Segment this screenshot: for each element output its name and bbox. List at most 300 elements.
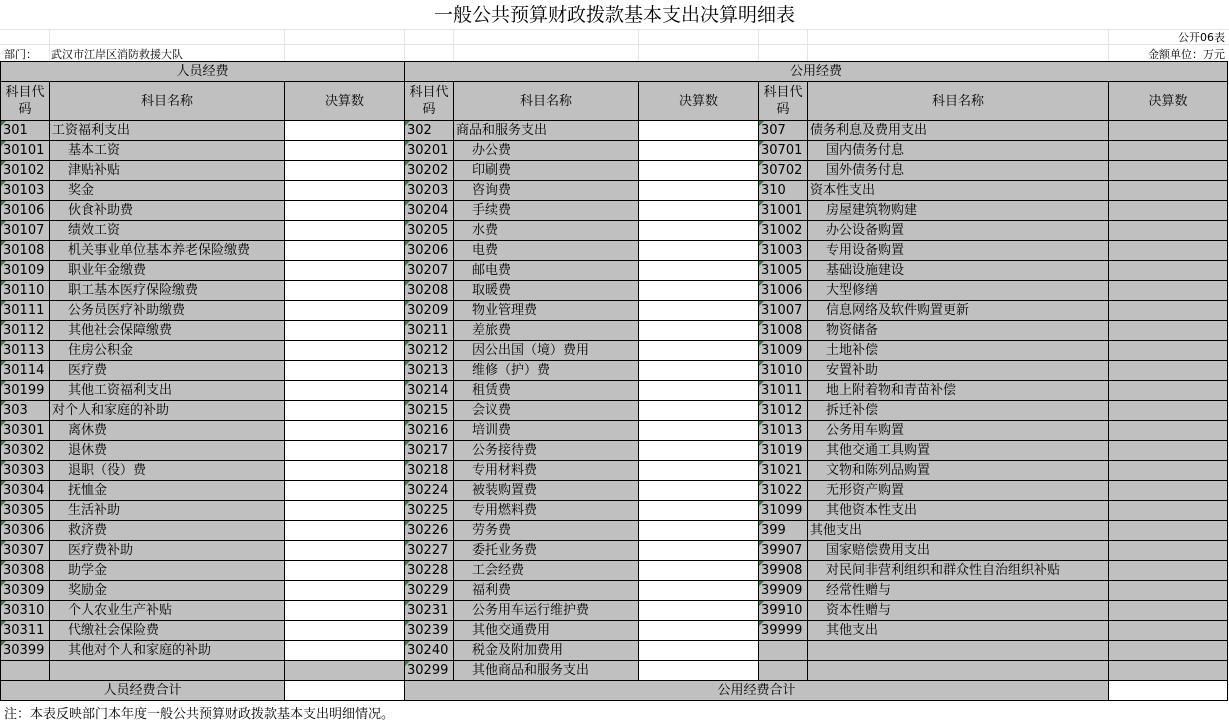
- subject-code: 30701: [759, 141, 808, 161]
- subject-code: 30229: [405, 581, 454, 601]
- subject-code: 30111: [1, 301, 50, 321]
- amount-cell[interactable]: [1109, 221, 1228, 241]
- subject-name: 水费: [454, 221, 639, 241]
- table-row: [1, 461, 1228, 481]
- amount-cell[interactable]: [1109, 161, 1228, 181]
- amount-cell[interactable]: [639, 421, 759, 441]
- subject-name: 绩效工资: [50, 221, 285, 241]
- subject-code: 399: [759, 521, 808, 541]
- subject-name: 土地补偿: [808, 341, 1109, 361]
- name-header: 科目名称: [808, 82, 1109, 121]
- subject-code: 303: [1, 401, 50, 421]
- subject-code: 31001: [759, 201, 808, 221]
- subject-code: 31005: [759, 261, 808, 281]
- amount-cell[interactable]: [285, 321, 405, 341]
- amount-cell[interactable]: [639, 541, 759, 561]
- subject-name: 公务员医疗补助缴费: [50, 301, 285, 321]
- amount-cell[interactable]: [1109, 581, 1228, 601]
- public-total-label: 公用经费合计: [405, 681, 1109, 701]
- subject-name: 伙食补助费: [50, 201, 285, 221]
- amount-cell[interactable]: [639, 301, 759, 321]
- subject-name: 对民间非营利组织和群众性自治组织补贴: [808, 561, 1109, 581]
- amount-header: 决算数: [285, 82, 405, 121]
- subject-code: 30209: [405, 301, 454, 321]
- amount-cell[interactable]: [285, 181, 405, 201]
- subject-code: 30109: [1, 261, 50, 281]
- subject-name: 维修（护）费: [454, 361, 639, 381]
- subject-code: 30101: [1, 141, 50, 161]
- subject-code: 30204: [405, 201, 454, 221]
- subject-code: 30308: [1, 561, 50, 581]
- subject-name: 国家赔偿费用支出: [808, 541, 1109, 561]
- subject-code: [759, 641, 808, 661]
- amount-cell[interactable]: [285, 561, 405, 581]
- expenditure-table: [0, 61, 1228, 701]
- subject-name: 个人农业生产补贴: [50, 601, 285, 621]
- subject-code: 31002: [759, 221, 808, 241]
- subject-code: 30110: [1, 281, 50, 301]
- table-row: [1, 661, 1228, 681]
- subject-name: 其他交通费用: [454, 621, 639, 641]
- amount-cell[interactable]: [1109, 661, 1228, 681]
- subject-code: 30203: [405, 181, 454, 201]
- amount-cell[interactable]: [639, 641, 759, 661]
- subject-name: 其他交通工具购置: [808, 441, 1109, 461]
- public-header: 公用经费: [405, 62, 1228, 82]
- amount-cell[interactable]: [639, 241, 759, 261]
- subject-name: 奖金: [50, 181, 285, 201]
- subject-code: 31099: [759, 501, 808, 521]
- subject-name: 拆迁补偿: [808, 401, 1109, 421]
- subject-name: 医疗费补助: [50, 541, 285, 561]
- subject-code: 30103: [1, 181, 50, 201]
- amount-cell[interactable]: [285, 261, 405, 281]
- subject-name: 离休费: [50, 421, 285, 441]
- subject-name: 工资福利支出: [50, 121, 285, 141]
- amount-cell[interactable]: [285, 621, 405, 641]
- subject-code: 30106: [1, 201, 50, 221]
- amount-cell[interactable]: [639, 281, 759, 301]
- public-total-value[interactable]: [1109, 681, 1228, 701]
- subject-code: 30305: [1, 501, 50, 521]
- table-row: [1, 321, 1228, 341]
- table-row: [1, 341, 1228, 361]
- amount-cell[interactable]: [285, 541, 405, 561]
- subject-code: 30307: [1, 541, 50, 561]
- subject-code: [759, 661, 808, 681]
- subject-code: 307: [759, 121, 808, 141]
- amount-cell[interactable]: [285, 141, 405, 161]
- subject-name: 工会经费: [454, 561, 639, 581]
- subject-code: 30113: [1, 341, 50, 361]
- amount-cell[interactable]: [1109, 601, 1228, 621]
- subject-code: 31013: [759, 421, 808, 441]
- table-row: [1, 141, 1228, 161]
- amount-cell[interactable]: [639, 501, 759, 521]
- amount-cell[interactable]: [285, 341, 405, 361]
- subject-code: 30303: [1, 461, 50, 481]
- subject-name: 无形资产购置: [808, 481, 1109, 501]
- subject-name: 会议费: [454, 401, 639, 421]
- amount-cell[interactable]: [285, 521, 405, 541]
- subject-name: 抚恤金: [50, 481, 285, 501]
- subject-code: 31019: [759, 441, 808, 461]
- subject-code: 30216: [405, 421, 454, 441]
- subject-code: 30225: [405, 501, 454, 521]
- subject-name: 生活补助: [50, 501, 285, 521]
- subject-code: 39910: [759, 601, 808, 621]
- amount-cell[interactable]: [285, 581, 405, 601]
- subject-code: [1, 661, 50, 681]
- code-header: 科目代码: [1, 82, 50, 121]
- table-row: [1, 561, 1228, 581]
- subject-name: 手续费: [454, 201, 639, 221]
- subject-name: 医疗费: [50, 361, 285, 381]
- amount-cell[interactable]: [639, 321, 759, 341]
- subject-name: 基本工资: [50, 141, 285, 161]
- amount-cell[interactable]: [639, 161, 759, 181]
- amount-cell[interactable]: [639, 661, 759, 681]
- table-row: [1, 181, 1228, 201]
- amount-cell[interactable]: [1109, 501, 1228, 521]
- subject-code: 301: [1, 121, 50, 141]
- subject-code: 30311: [1, 621, 50, 641]
- subject-code: 30212: [405, 341, 454, 361]
- form-number: 公开06表: [1178, 31, 1225, 44]
- amount-cell[interactable]: [639, 121, 759, 141]
- subject-name: 公务用车购置: [808, 421, 1109, 441]
- subject-code: 30302: [1, 441, 50, 461]
- table-row: [1, 161, 1228, 181]
- amount-cell[interactable]: [1109, 301, 1228, 321]
- amount-cell[interactable]: [285, 301, 405, 321]
- table-row: [1, 421, 1228, 441]
- amount-cell[interactable]: [285, 241, 405, 261]
- amount-cell[interactable]: [1109, 361, 1228, 381]
- table-row: [1, 401, 1228, 421]
- subject-code: 31003: [759, 241, 808, 261]
- table-row: [1, 241, 1228, 261]
- subject-name: 专用燃料费: [454, 501, 639, 521]
- subject-name: 办公设备购置: [808, 221, 1109, 241]
- subject-name: 国内债务付息: [808, 141, 1109, 161]
- subject-name: 机关事业单位基本养老保险缴费: [50, 241, 285, 261]
- amount-cell[interactable]: [1109, 521, 1228, 541]
- subject-code: 30309: [1, 581, 50, 601]
- subject-code: 39908: [759, 561, 808, 581]
- subject-name: [50, 661, 285, 681]
- amount-cell[interactable]: [639, 481, 759, 501]
- amount-cell[interactable]: [639, 621, 759, 641]
- table-row: [1, 221, 1228, 241]
- subject-code: 31010: [759, 361, 808, 381]
- subject-name: 住房公积金: [50, 341, 285, 361]
- subject-code: 30299: [405, 661, 454, 681]
- subject-name: 文物和陈列品购置: [808, 461, 1109, 481]
- amount-cell[interactable]: [1109, 421, 1228, 441]
- subject-name: 咨询费: [454, 181, 639, 201]
- amount-cell[interactable]: [639, 261, 759, 281]
- amount-cell[interactable]: [285, 481, 405, 501]
- amount-cell[interactable]: [639, 601, 759, 621]
- subject-code: 30702: [759, 161, 808, 181]
- table-row: [1, 121, 1228, 141]
- subject-name: 经常性赠与: [808, 581, 1109, 601]
- table-row: [1, 201, 1228, 221]
- subject-name: 其他资本性支出: [808, 501, 1109, 521]
- table-row: [1, 501, 1228, 521]
- table-row: [1, 301, 1228, 321]
- subject-name: 助学金: [50, 561, 285, 581]
- table-row: [1, 361, 1228, 381]
- subject-name: 退休费: [50, 441, 285, 461]
- subject-name: 租赁费: [454, 381, 639, 401]
- amount-cell[interactable]: [1109, 341, 1228, 361]
- amount-cell[interactable]: [1109, 121, 1228, 141]
- subject-name: 其他社会保障缴费: [50, 321, 285, 341]
- table-row: [1, 441, 1228, 461]
- subject-code: 30215: [405, 401, 454, 421]
- subject-code: 30301: [1, 421, 50, 441]
- page-title: 一般公共预算财政拨款基本支出决算明细表: [433, 4, 795, 26]
- subject-code: 30217: [405, 441, 454, 461]
- subject-name: 资本性赠与: [808, 601, 1109, 621]
- amount-cell[interactable]: [285, 361, 405, 381]
- subject-name: 房屋建筑物购建: [808, 201, 1109, 221]
- subject-code: 30226: [405, 521, 454, 541]
- subject-name: 公务用车运行维护费: [454, 601, 639, 621]
- subject-code: 30207: [405, 261, 454, 281]
- subject-code: 30310: [1, 601, 50, 621]
- table-row: [1, 621, 1228, 641]
- amount-cell[interactable]: [639, 381, 759, 401]
- code-header: 科目代码: [759, 82, 808, 121]
- subject-name: 差旅费: [454, 321, 639, 341]
- amount-cell[interactable]: [1109, 461, 1228, 481]
- amount-cell[interactable]: [285, 121, 405, 141]
- amount-cell[interactable]: [1109, 381, 1228, 401]
- subject-name: 公务接待费: [454, 441, 639, 461]
- department-name: 武汉市江岸区消防救援大队: [51, 48, 183, 61]
- amount-cell[interactable]: [285, 381, 405, 401]
- table-row: [1, 581, 1228, 601]
- subject-name: 职工基本医疗保险缴费: [50, 281, 285, 301]
- subject-code: 31011: [759, 381, 808, 401]
- subject-name: 地上附着物和青苗补偿: [808, 381, 1109, 401]
- amount-cell[interactable]: [285, 161, 405, 181]
- amount-cell[interactable]: [1109, 641, 1228, 661]
- amount-cell[interactable]: [285, 281, 405, 301]
- subject-name: 商品和服务支出: [454, 121, 639, 141]
- subject-code: 30211: [405, 321, 454, 341]
- subject-name: 专用设备购置: [808, 241, 1109, 261]
- amount-cell[interactable]: [285, 661, 405, 681]
- table-row: [1, 521, 1228, 541]
- amount-cell[interactable]: [639, 441, 759, 461]
- subject-code: 39999: [759, 621, 808, 641]
- amount-cell[interactable]: [1109, 281, 1228, 301]
- table-row: [1, 641, 1228, 661]
- subject-code: 30108: [1, 241, 50, 261]
- subject-code: 30240: [405, 641, 454, 661]
- subject-name: 邮电费: [454, 261, 639, 281]
- subject-code: 30102: [1, 161, 50, 181]
- amount-cell[interactable]: [639, 221, 759, 241]
- amount-cell[interactable]: [1109, 561, 1228, 581]
- subject-name: 物资储备: [808, 321, 1109, 341]
- department-line: [4, 46, 197, 62]
- subject-code: 302: [405, 121, 454, 141]
- subject-code: 30201: [405, 141, 454, 161]
- subject-code: 30199: [1, 381, 50, 401]
- subject-name: 退职（役）费: [50, 461, 285, 481]
- amount-cell[interactable]: [285, 601, 405, 621]
- personnel-total-value[interactable]: [285, 681, 405, 701]
- subject-name: [808, 661, 1109, 681]
- subject-name: 劳务费: [454, 521, 639, 541]
- amount-cell[interactable]: [1109, 261, 1228, 281]
- subject-name: 职业年金缴费: [50, 261, 285, 281]
- subject-code: 31008: [759, 321, 808, 341]
- amount-cell[interactable]: [1109, 441, 1228, 461]
- amount-cell[interactable]: [1109, 321, 1228, 341]
- amount-cell[interactable]: [639, 181, 759, 201]
- subject-code: 30227: [405, 541, 454, 561]
- personnel-total-label: 人员经费合计: [1, 681, 285, 701]
- subject-name: 被装购置费: [454, 481, 639, 501]
- amount-unit: 金额单位：万元: [1148, 48, 1225, 61]
- subject-code: 30218: [405, 461, 454, 481]
- amount-cell[interactable]: [285, 641, 405, 661]
- table-row: [1, 601, 1228, 621]
- subject-code: 31021: [759, 461, 808, 481]
- subject-name: 福利费: [454, 581, 639, 601]
- subject-code: 31012: [759, 401, 808, 421]
- name-header: 科目名称: [454, 82, 639, 121]
- amount-cell[interactable]: [285, 461, 405, 481]
- subject-code: 30239: [405, 621, 454, 641]
- code-header: 科目代码: [405, 82, 454, 121]
- subject-name: 其他工资福利支出: [50, 381, 285, 401]
- subject-code: 310: [759, 181, 808, 201]
- subject-name: 安置补助: [808, 361, 1109, 381]
- subject-code: 30224: [405, 481, 454, 501]
- subject-name: 国外债务付息: [808, 161, 1109, 181]
- subject-name: 奖励金: [50, 581, 285, 601]
- subject-name: 取暖费: [454, 281, 639, 301]
- subject-code: 30107: [1, 221, 50, 241]
- amount-cell[interactable]: [639, 461, 759, 481]
- amount-cell[interactable]: [1109, 201, 1228, 221]
- subject-name: 代缴社会保险费: [50, 621, 285, 641]
- subject-name: 对个人和家庭的补助: [50, 401, 285, 421]
- subject-name: 物业管理费: [454, 301, 639, 321]
- subject-name: 因公出国（境）费用: [454, 341, 639, 361]
- subject-code: 39907: [759, 541, 808, 561]
- subject-code: 31009: [759, 341, 808, 361]
- personnel-header: 人员经费: [1, 62, 405, 82]
- subject-code: 30206: [405, 241, 454, 261]
- amount-cell[interactable]: [285, 201, 405, 221]
- subject-name: 其他对个人和家庭的补助: [50, 641, 285, 661]
- amount-cell[interactable]: [1109, 401, 1228, 421]
- amount-header: 决算数: [639, 82, 759, 121]
- amount-header: 决算数: [1109, 82, 1228, 121]
- subject-name: 津贴补贴: [50, 161, 285, 181]
- name-header: 科目名称: [50, 82, 285, 121]
- subject-code: 39909: [759, 581, 808, 601]
- subject-name: 资本性支出: [808, 181, 1109, 201]
- subject-code: 30306: [1, 521, 50, 541]
- table-row: [1, 381, 1228, 401]
- amount-cell[interactable]: [639, 581, 759, 601]
- subject-code: 30228: [405, 561, 454, 581]
- department-label: 部门：: [4, 48, 37, 61]
- amount-cell[interactable]: [1109, 481, 1228, 501]
- subject-name: 其他支出: [808, 621, 1109, 641]
- amount-cell[interactable]: [285, 401, 405, 421]
- subject-code: 30112: [1, 321, 50, 341]
- subject-code: 30231: [405, 601, 454, 621]
- subject-name: 大型修缮: [808, 281, 1109, 301]
- amount-cell[interactable]: [639, 141, 759, 161]
- subject-code: 30214: [405, 381, 454, 401]
- subject-code: 30114: [1, 361, 50, 381]
- amount-cell[interactable]: [639, 341, 759, 361]
- amount-cell[interactable]: [639, 401, 759, 421]
- subject-name: 救济费: [50, 521, 285, 541]
- table-row: [1, 481, 1228, 501]
- table-row: [1, 261, 1228, 281]
- amount-cell[interactable]: [639, 201, 759, 221]
- subject-name: 专用材料费: [454, 461, 639, 481]
- subject-name: 其他商品和服务支出: [454, 661, 639, 681]
- subject-name: 基础设施建设: [808, 261, 1109, 281]
- subject-name: 办公费: [454, 141, 639, 161]
- subject-name: 债务利息及费用支出: [808, 121, 1109, 141]
- subject-name: [808, 641, 1109, 661]
- subject-code: 31007: [759, 301, 808, 321]
- footnote: 注：本表反映部门本年度一般公共预算财政拨款基本支出明细情况。: [4, 707, 395, 722]
- subject-code: 30208: [405, 281, 454, 301]
- subject-code: 30202: [405, 161, 454, 181]
- amount-cell[interactable]: [285, 421, 405, 441]
- amount-cell[interactable]: [1109, 621, 1228, 641]
- subject-code: 30304: [1, 481, 50, 501]
- subject-name: 委托业务费: [454, 541, 639, 561]
- table-row: [1, 281, 1228, 301]
- amount-cell[interactable]: [285, 221, 405, 241]
- amount-cell[interactable]: [1109, 141, 1228, 161]
- subject-code: 30213: [405, 361, 454, 381]
- subject-name: 印刷费: [454, 161, 639, 181]
- amount-cell[interactable]: [285, 501, 405, 521]
- table-row: [1, 541, 1228, 561]
- amount-cell[interactable]: [1109, 241, 1228, 261]
- subject-code: 31022: [759, 481, 808, 501]
- amount-cell[interactable]: [285, 441, 405, 461]
- amount-cell[interactable]: [639, 361, 759, 381]
- subject-name: 其他支出: [808, 521, 1109, 541]
- subject-code: 31006: [759, 281, 808, 301]
- subject-code: 30205: [405, 221, 454, 241]
- amount-cell[interactable]: [1109, 541, 1228, 561]
- amount-cell[interactable]: [1109, 181, 1228, 201]
- subject-name: 税金及附加费用: [454, 641, 639, 661]
- amount-cell[interactable]: [639, 561, 759, 581]
- subject-name: 电费: [454, 241, 639, 261]
- amount-cell[interactable]: [639, 521, 759, 541]
